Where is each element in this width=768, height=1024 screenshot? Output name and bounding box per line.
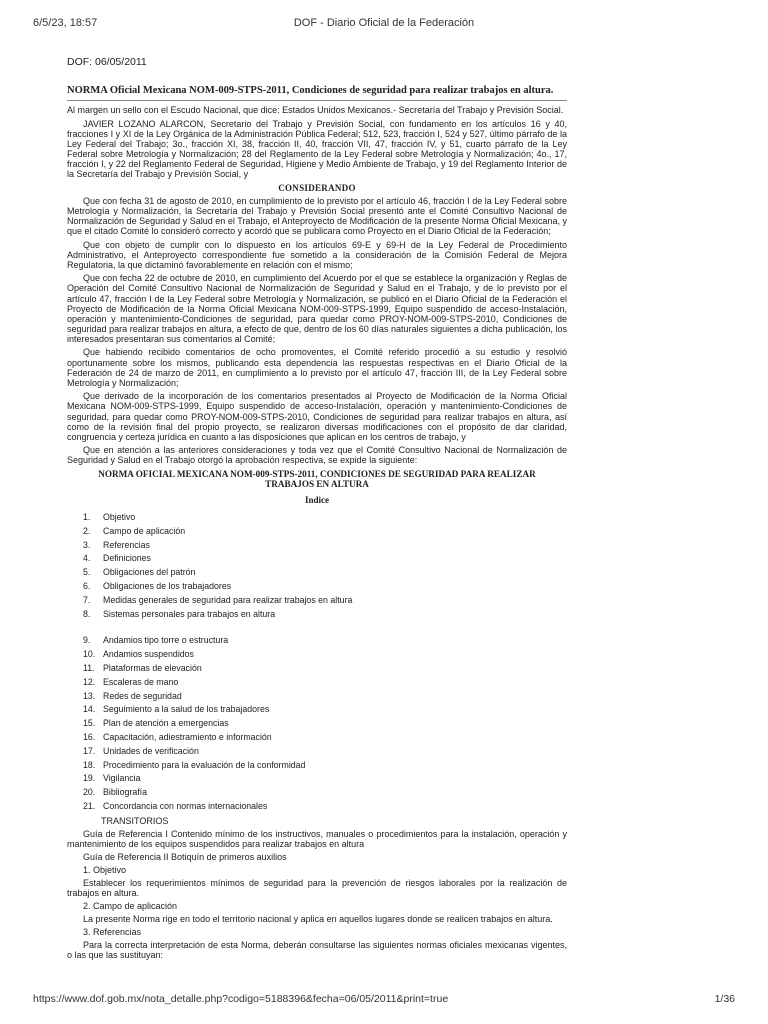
index-item: 1. Objetivo	[83, 512, 136, 522]
index-item: 3. Referencias	[83, 539, 150, 550]
index-item: 4. Definiciones	[83, 553, 151, 564]
dof-date: DOF: 06/05/2011	[67, 56, 147, 68]
section-3-text: Para la correcta interpretación de esta Norma, deberán consultarse las siguientes normas oficiales mexicanas vigentes, o las que las sustituyan:	[67, 940, 567, 961]
index-item: 8. Sistemas personales para trabajos en altura	[83, 608, 276, 619]
page-number: 1/36	[714, 993, 735, 1005]
index-item: 16. Capacitación, adiestramiento e información	[83, 731, 272, 742]
site-title: DOF - Diario Oficial de la Federación	[293, 17, 475, 29]
print-datetime: 6/5/23, 18:57	[33, 17, 98, 29]
index-item: 21. Concordancia con normas internacionales	[83, 800, 268, 811]
considerando-paragraph: Que derivado de la incorporación de los comentarios presentados al Proyecto de Modificación de la Norma Oficial Mexicana NOM-009-STPS-1999, Equipo suspendido de acceso-Instalación, operación y mantenimiento-Condiciones de seguridad, para quedar como PROY-NOM-009-STPS-2010, Condiciones de seguridad para realizar trabajos en altura, así como de la revisión final del propio proyecto, se realizaron diversas modificaciones con el propósito de dar claridad, congruencia y certeza jurídica en cuanto a las disposiciones que aplican en los centros de trabajo, y	[67, 391, 567, 442]
title-divider	[67, 100, 567, 101]
section-2-heading: 2. Campo de aplicación	[83, 901, 178, 912]
index-item: 5. Obligaciones del patrón	[83, 567, 196, 578]
index-item: 15. Plan de atención a emergencias	[83, 718, 229, 729]
index-item: 6. Obligaciones de los trabajadores	[83, 580, 232, 591]
considerando-heading: CONSIDERANDO	[278, 182, 356, 193]
section-2-text: La presente Norma rige en todo el territorio nacional y aplica en aquellos lugares donde se realicen trabajos en altura.	[83, 914, 553, 925]
section-3-heading: 3. Referencias	[83, 927, 142, 938]
norm-title: NORMA Oficial Mexicana NOM-009-STPS-2011, Condiciones de seguridad para realizar trabajos en altura.	[67, 85, 554, 96]
index-item: 11. Plataformas de elevación	[83, 662, 202, 673]
index-item: 7. Medidas generales de seguridad para realizar trabajos en altura	[83, 594, 353, 605]
section-1-text: Establecer los requerimientos mínimos de seguridad para la prevención de riesgos laborales por la realización de trabajos en altura.	[67, 878, 567, 899]
index-item: 20. Bibliografía	[83, 787, 148, 798]
considerando-paragraph: Que habiendo recibido comentarios de ocho promoventes, el Comité referido procedió a su estudio y resolvió oportunamente sobre los mismos, publicando esta dependencia las respuestas respectivas en el Diario Oficial de la Federación de 24 de marzo de 2011, en cumplimiento a lo previsto por el artículo 47, fracción III, de la Ley Federal sobre Metrología y Normalización;	[67, 347, 567, 388]
document-body	[67, 56, 567, 963]
index-item: 13. Redes de seguridad	[83, 690, 182, 701]
norm-heading-line-2: TRABAJOS EN ALTURA	[265, 479, 369, 489]
considerando-paragraph: Que con fecha 22 de octubre de 2010, en cumplimiento del Acuerdo por el que se establece la organización y Reglas de Operación del Comité Consultivo Nacional de Normalización de Seguridad y Salud en el Trabajo, y de lo previsto por el artículo 47, fracción I de la Ley Federal sobre Metrología y Normalización, se publicó en el Diario Oficial de la Federación el Proyecto de Modificación de la Norma Oficial Mexicana NOM-009-STPS-1999, Equipo suspendido de acceso-Instalación, operación y mantenimiento-Condiciones de seguridad, para quedar como PROY-NOM-009-STPS-2010, Condiciones de seguridad para realizar trabajos en altura, a efecto de que, dentro de los 60 días naturales siguientes a dicha publicación, los interesados presentaran sus comentarios al Comité;	[67, 273, 567, 344]
page-url: https://www.dof.gob.mx/nota_detalle.php?codigo=5188396&fecha=06/05/2011&print=true	[33, 993, 449, 1005]
index-item: 18. Procedimiento para la evaluación de la conformidad	[83, 759, 306, 770]
section-1-heading: 1. Objetivo	[83, 865, 127, 876]
norm-heading-line-1: NORMA OFICIAL MEXICANA NOM-009-STPS-2011, CONDICIONES DE SEGURIDAD PARA REALIZAR	[98, 469, 536, 479]
considerando-paragraph: Que con objeto de cumplir con lo dispuesto en los artículos 69-E y 69-H de la Ley Federal de Procedimiento Administrativo, el Anteproyecto correspondiente fue sometido a la consideración de la Comisión Federal de Mejora Regulatoria, la que dictaminó favorablemente en relación con el mismo;	[67, 239, 567, 270]
considerando-paragraph: Que en atención a las anteriores consideraciones y toda vez que el Comité Consultivo Nacional de Normalización de Seguridad y Salud en el Trabajo otorgó la aprobación respectiva, se expide la siguiente:	[67, 445, 567, 466]
index-item: 19. Vigilancia	[83, 773, 141, 784]
margin-note: Al margen un sello con el Escudo Nacional, que dice: Estados Unidos Mexicanos.- Secretaría del Trabajo y Previsión Social.	[67, 105, 564, 115]
considerando-paragraph: Que con fecha 31 de agosto de 2010, en cumplimiento de lo previsto por el artículo 46, fracción I de la Ley Federal sobre Metrología y Normalización, la Secretaría del Trabajo y Previsión Social presentó ante el Comité Consultivo Nacional de Normalización de Seguridad y Salud en el Trabajo, el Anteproyecto de Modificación de la presente Norma Oficial Mexicana, y que el citado Comité lo consideró correcto y acordó que se publicara como Proyecto en el Diario Oficial de la Federación;	[67, 195, 567, 236]
index-heading: Indice	[304, 495, 329, 505]
index-item: 17. Unidades de verificación	[83, 745, 199, 756]
transitorios-heading: TRANSITORIOS	[101, 815, 169, 826]
guia-referencia-2: Guía de Referencia II Botiquín de primeros auxilios	[83, 851, 287, 862]
index-item: 12. Escaleras de mano	[83, 676, 179, 687]
index-item: 2. Campo de aplicación	[83, 525, 186, 536]
index-list-b	[83, 634, 567, 813]
guia-referencia-1: Guía de Referencia I Contenido mínimo de los instructivos, manuales o procedimientos para la instalación, operación y mantenimiento de los equipos suspendidos para realizar trabajos en altura	[67, 828, 567, 849]
index-list-a	[83, 511, 567, 621]
index-item: 9. Andamios tipo torre o estructura	[83, 635, 229, 646]
index-item: 10. Andamios suspendidos	[83, 649, 194, 660]
index-gap	[67, 621, 567, 634]
index-item: 14. Seguimiento a la salud de los trabajadores	[83, 704, 270, 715]
intro-paragraph: JAVIER LOZANO ALARCON, Secretario del Trabajo y Previsión Social, con fundamento en los artículos 16 y 40, fracciones I y XI de la Ley Orgánica de la Administración Pública Federal; 512, 523, fracción I, 524 y 527, último párrafo de la Ley Federal del Trabajo; 3o., fracción XI, 38, fracción II, 40, fracción VII, 47, fracción IV, y 51, cuarto párrafo de la Ley Federal sobre Metrología y Normalización; 28 del Reglamento de la Ley Federal sobre Metrología y Normalización; 4o., 17, fracción I, y 22 del Reglamento Federal de Seguridad, Higiene y Medio Ambiente de Trabajo, y 19 del Reglamento Interior de la Secretaría del Trabajo y Previsión Social, y	[67, 118, 567, 180]
